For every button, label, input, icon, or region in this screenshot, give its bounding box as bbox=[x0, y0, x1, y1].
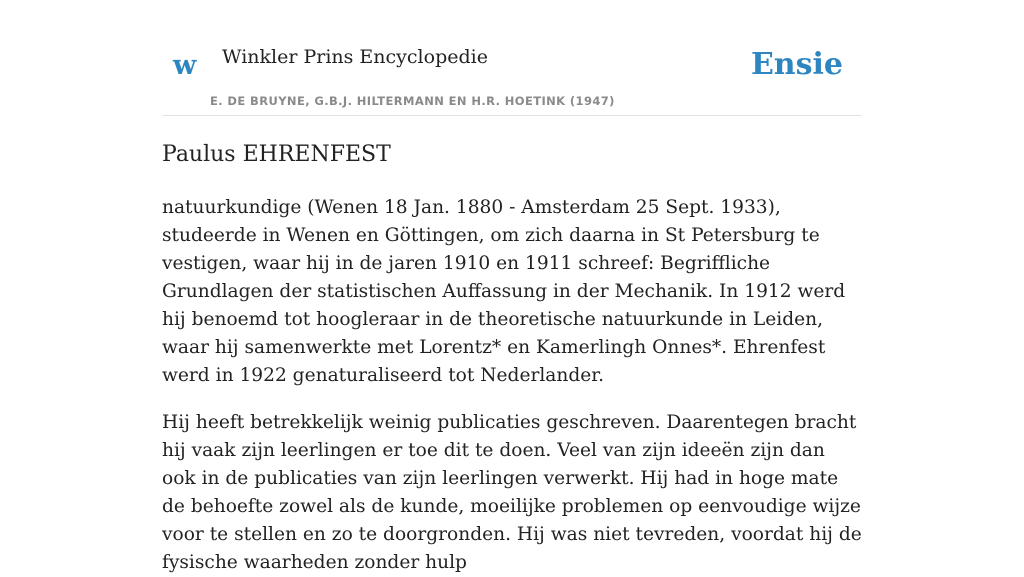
article-paragraph-1: natuurkundige (Wenen 18 Jan. 1880 - Amsterdam 25 Sept. 1933), studeerde in Wenen en Göttingen, om zich daarna in St Petersburg te vestigen, waar hij in de jaren 1910 en 1911 schreef: Begriffliche Grundlagen der statistischen Auffassung in der Mechanik. In 1912 werd hij benoemd tot hoogleraar in de theoretische natuurkunde in Leiden, waar hij samenwerkte met Lorentz* en Kamerlingh Onnes*. Ehrenfest werd in 1922 genaturaliseerd tot Nederlander. bbox=[162, 196, 846, 386]
entry-title: Paulus EHRENFEST bbox=[162, 142, 391, 167]
ensie-logo[interactable]: Ensie bbox=[750, 47, 843, 82]
source-header bbox=[162, 0, 862, 116]
article-page bbox=[162, 0, 862, 577]
article-paragraph-2: Hij heeft betrekkelijk weinig publicaties geschreven. Daarentegen bracht hij vaak zijn leerlingen er toe dit te doen. Veel van zijn ideeën zijn dan ook in de publicaties van zijn leerlingen verwerkt. Hij had in hoge mate de behoefte zowel als de kunde, moeilijke problemen op eenvoudige wijze voor te stellen en zo te doorgronden. Hij was niet tevreden, voordat hij de fysische waarheden zonder hulp bbox=[162, 411, 862, 573]
source-authors: E. DE BRUYNE, G.B.J. HILTERMANN EN H.R. HOETINK (1947) bbox=[210, 94, 615, 108]
source-title[interactable]: Winkler Prins Encyclopedie bbox=[222, 46, 488, 68]
winkler-prins-logo[interactable]: w bbox=[173, 50, 197, 81]
